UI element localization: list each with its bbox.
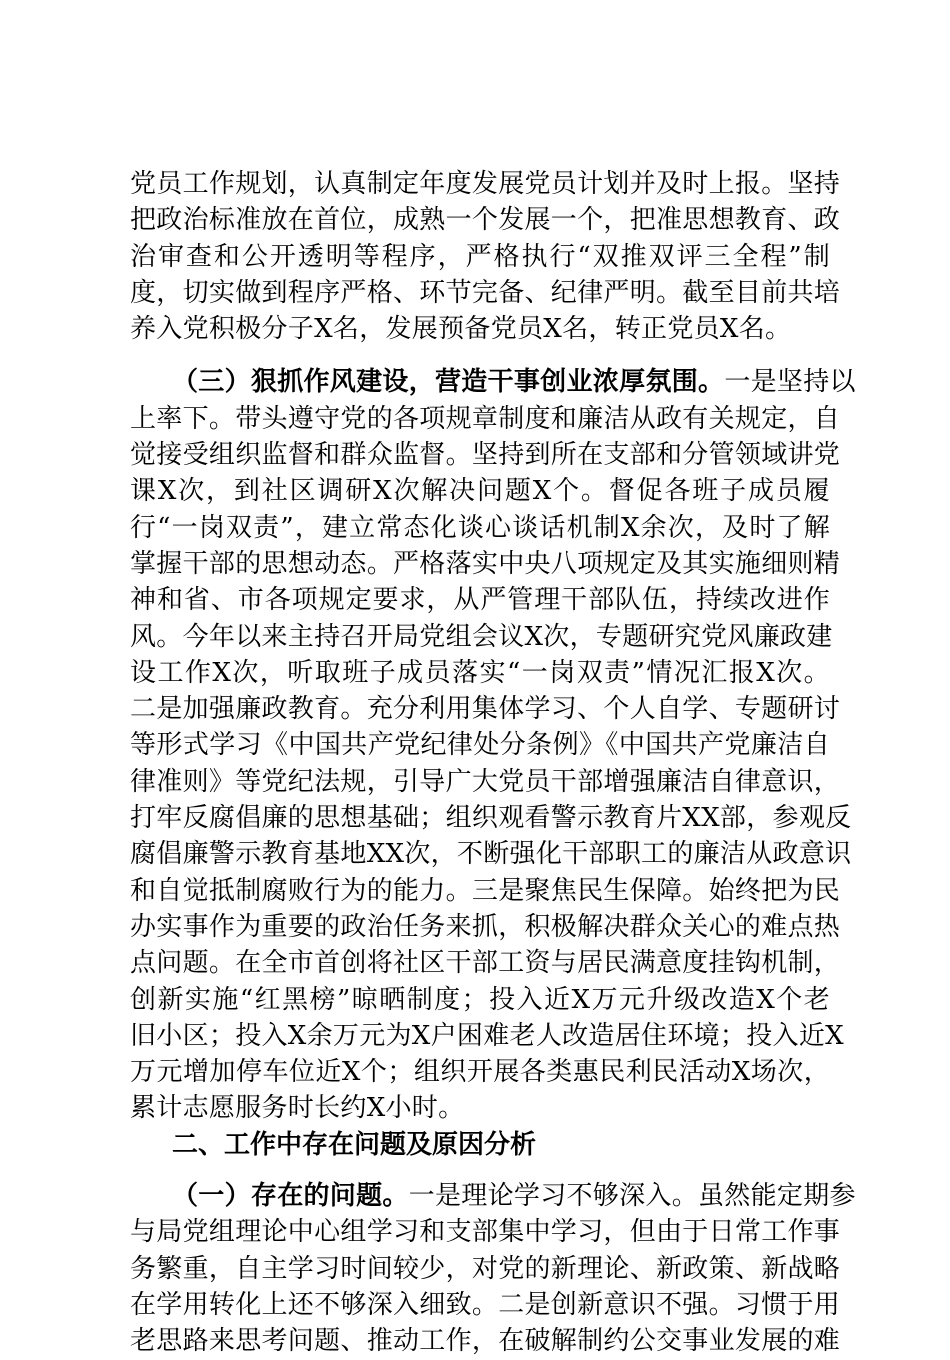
text-line: 老思路来思考问题、推动工作，在破解制约公交事业发展的难 (130, 1326, 841, 1357)
text-line: 把政治标准放在首位，成熟一个发展一个，把准思想教育、政 (130, 205, 841, 236)
text-line: 万元增加停车位近X个；组织开展各类惠民利民活动X场次， (130, 1057, 830, 1088)
text-line: 二是加强廉政教育。充分利用集体学习、个人自学、专题研讨 (130, 694, 841, 725)
paragraph-heading: （三）狠抓作风建设，营造干事创业浓厚氛围。 (172, 367, 725, 398)
text-line: 和自觉抵制腐败行为的能力。三是聚焦民生保障。始终把为民 (130, 875, 841, 906)
document-page (130, 166, 856, 1360)
section-heading: 二、工作中存在问题及原因分析 (172, 1129, 537, 1160)
text-line: 度，切实做到程序严格、环节完备、纪律严明。截至目前共培 (130, 277, 841, 308)
text-line: 党员工作规划，认真制定年度发展党员计划并及时上报。坚持 (130, 169, 841, 199)
paragraph-first-line (130, 364, 856, 400)
text-line: 治审查和公开透明等程序，严格执行“双推双评三全程”制 (130, 241, 830, 272)
paragraph-party-member-development (130, 166, 841, 347)
text-line: 腐倡廉警示教育基地XX次，不断强化干部职工的廉洁从政意识 (130, 839, 852, 870)
text-line: 在学用转化上还不够深入细致。二是创新意识不强。习惯于用 (130, 1289, 841, 1320)
text-line: 掌握干部的思想动态。严格落实中央八项规定及其实施细则精 (130, 548, 841, 579)
text-line: 旧小区；投入X余万元为X户困难老人改造居住环境；投入近X (130, 1020, 844, 1051)
text-line: 行“一岗双责”，建立常态化谈心谈话机制X余次，及时了解 (130, 512, 830, 543)
paragraph-heading: （一）存在的问题。 (172, 1181, 409, 1212)
paragraph-work-style (130, 364, 856, 1126)
text-line: 务繁重，自主学习时间较少，对党的新理论、新政策、新战略 (130, 1253, 841, 1284)
text-line: 觉接受组织监督和群众监督。坚持到所在支部和分管领域讲党 (130, 440, 841, 471)
text-line: 神和省、市各项规定要求，从严管理干部队伍，持续改进作 (130, 585, 830, 616)
text-line: 创新实施“红黑榜”晾晒制度；投入近X万元升级改造X个老 (130, 984, 830, 1015)
text-line: 点问题。在全市首创将社区干部工资与居民满意度挂钩机制， (130, 948, 841, 979)
text-fragment: 一是坚持以 (724, 367, 856, 398)
text-line: 养入党积极分子X名，发展预备党员X名，转正党员X名。 (130, 314, 792, 345)
text-line: 律准则》等党纪法规，引导广大党员干部增强廉洁自律意识， (130, 766, 841, 797)
text-fragment: 一是理论学习不够深入。虽然能定期参 (408, 1181, 856, 1212)
text-line: 累计志愿服务时长约X小时。 (130, 1093, 465, 1124)
text-line: 打牢反腐倡廉的思想基础；组织观看警示教育片XX部，参观反 (130, 803, 852, 834)
text-line: 办实事作为重要的政治任务来抓，积极解决群众关心的难点热 (130, 911, 841, 942)
paragraph-existing-problems (130, 1178, 856, 1359)
text-line: 设工作X次，听取班子成员落实“一岗双责”情况汇报X次。 (130, 657, 830, 688)
text-line: 上率下。带头遵守党的各项规章制度和廉洁从政有关规定，自 (130, 403, 841, 434)
text-line: 与局党组理论中心组学习和支部集中学习，但由于日常工作事 (130, 1217, 841, 1248)
text-line: 风。今年以来主持召开局党组会议X次，专题研究党风廉政建 (130, 621, 833, 652)
paragraph-first-line (130, 1178, 856, 1214)
text-line: 等形式学习《中国共产党纪律处分条例》《中国共产党廉洁自 (130, 730, 830, 761)
text-line: 课X次，到社区调研X次解决问题X个。督促各班子成员履 (130, 476, 830, 507)
